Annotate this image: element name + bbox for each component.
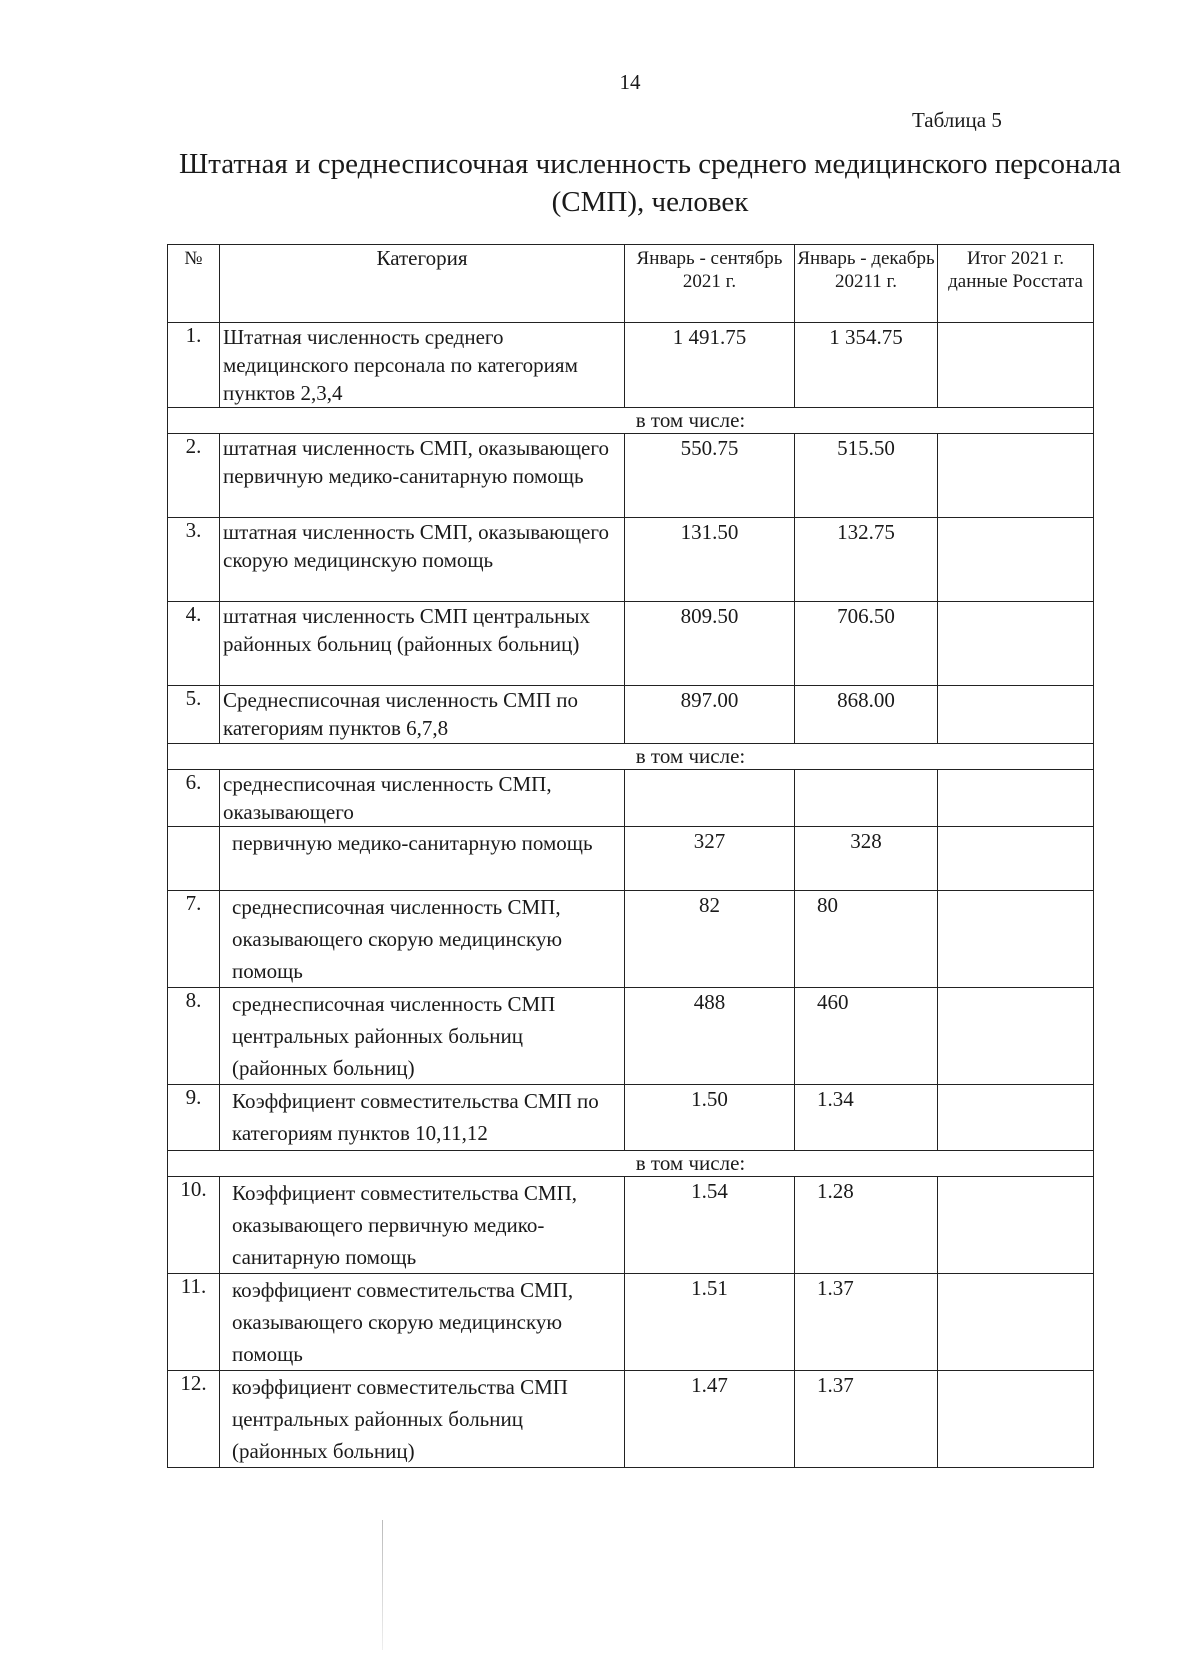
row-category: штатная численность СМП центральных районных больниц (районных больниц) — [220, 602, 625, 686]
row-num: 5. — [168, 686, 220, 744]
row-jan-dec: 460 — [795, 988, 938, 1085]
subheading-text: в том числе: — [635, 1151, 746, 1175]
row-total — [938, 1274, 1094, 1371]
table-row — [168, 518, 1094, 602]
row-jan-sep: 550.75 — [625, 434, 795, 518]
table-row — [168, 1085, 1094, 1151]
row-num — [168, 827, 220, 891]
row-jan-sep: 1.54 — [625, 1177, 795, 1274]
row-total — [938, 686, 1094, 744]
page-number: 14 — [619, 70, 641, 94]
table-row — [168, 602, 1094, 686]
row-total — [938, 434, 1094, 518]
row-jan-dec: 1 354.75 — [795, 323, 938, 408]
scan-artifact-line — [382, 1520, 383, 1650]
row-category: первичную медико-санитарную помощь — [220, 827, 625, 891]
row-num: 1. — [168, 323, 220, 408]
header-jan-sep: Январь - сентябрь 2021 г. — [625, 245, 795, 323]
subheading-row — [168, 408, 1094, 434]
row-num: 6. — [168, 770, 220, 827]
row-jan-sep — [625, 770, 795, 827]
table-row — [168, 988, 1094, 1085]
table-row — [168, 827, 1094, 891]
row-jan-dec: 1.34 — [795, 1085, 938, 1151]
row-total — [938, 891, 1094, 988]
row-jan-sep: 82 — [625, 891, 795, 988]
header-total-rosstat: Итог 2021 г. данные Росстата — [938, 245, 1094, 323]
row-num: 9. — [168, 1085, 220, 1151]
row-total — [938, 1085, 1094, 1151]
row-category: коэффициент совместительства СМП центральных районных больниц (районных больниц) — [220, 1371, 625, 1468]
table-row — [168, 891, 1094, 988]
row-num: 2. — [168, 434, 220, 518]
row-category: среднесписочная численность СМП, оказывающего — [220, 770, 625, 827]
row-total — [938, 323, 1094, 408]
table-row — [168, 1177, 1094, 1274]
row-jan-dec — [795, 770, 938, 827]
staffing-table — [167, 244, 1094, 1468]
row-jan-sep: 897.00 — [625, 686, 795, 744]
row-jan-dec: 868.00 — [795, 686, 938, 744]
subheading-row — [168, 744, 1094, 770]
row-category: коэффициент совместительства СМП, оказывающего скорую медицинскую помощь — [220, 1274, 625, 1371]
subheading-text: в том числе: — [635, 744, 746, 768]
subheading-row — [168, 1151, 1094, 1177]
row-jan-sep: 1.50 — [625, 1085, 795, 1151]
row-category: Коэффициент совместительства СМП по категориям пунктов 10,11,12 — [220, 1085, 625, 1151]
row-jan-sep: 327 — [625, 827, 795, 891]
row-jan-dec: 80 — [795, 891, 938, 988]
table-row — [168, 686, 1094, 744]
row-jan-sep: 488 — [625, 988, 795, 1085]
row-category: Штатная численность среднего медицинского персонала по категориям пунктов 2,3,4 — [220, 323, 625, 408]
row-jan-dec: 1.37 — [795, 1274, 938, 1371]
header-category: Категория — [220, 245, 625, 323]
row-total — [938, 827, 1094, 891]
row-total — [938, 1371, 1094, 1468]
table-row — [168, 1274, 1094, 1371]
row-category: среднесписочная численность СМП центральных районных больниц (районных больниц) — [220, 988, 625, 1085]
row-jan-sep: 131.50 — [625, 518, 795, 602]
row-total — [938, 770, 1094, 827]
row-total — [938, 1177, 1094, 1274]
row-jan-dec: 328 — [795, 827, 938, 891]
row-total — [938, 602, 1094, 686]
row-category: штатная численность СМП, оказывающего скорую медицинскую помощь — [220, 518, 625, 602]
row-jan-dec: 1.37 — [795, 1371, 938, 1468]
row-jan-sep: 1 491.75 — [625, 323, 795, 408]
table-row — [168, 1371, 1094, 1468]
row-category: среднесписочная численность СМП, оказывающего скорую медицинскую помощь — [220, 891, 625, 988]
row-num: 11. — [168, 1274, 220, 1371]
table-label: Таблица 5 — [912, 108, 1002, 132]
row-jan-sep: 1.47 — [625, 1371, 795, 1468]
header-jan-dec: Январь - декабрь 20211 г. — [795, 245, 938, 323]
row-jan-dec: 706.50 — [795, 602, 938, 686]
table-row — [168, 323, 1094, 408]
row-category: Среднесписочная численность СМП по категориям пунктов 6,7,8 — [220, 686, 625, 744]
row-jan-sep: 1.51 — [625, 1274, 795, 1371]
row-num: 7. — [168, 891, 220, 988]
row-category: штатная численность СМП, оказывающего первичную медико-санитарную помощь — [220, 434, 625, 518]
subheading-text: в том числе: — [635, 408, 746, 432]
row-num: 12. — [168, 1371, 220, 1468]
table-header-row — [168, 245, 1094, 323]
row-num: 8. — [168, 988, 220, 1085]
row-jan-dec: 132.75 — [795, 518, 938, 602]
row-category: Коэффициент совместительства СМП, оказывающего первичную медико-санитарную помощь — [220, 1177, 625, 1274]
row-num: 4. — [168, 602, 220, 686]
table-row — [168, 434, 1094, 518]
row-total — [938, 988, 1094, 1085]
row-num: 3. — [168, 518, 220, 602]
row-jan-sep: 809.50 — [625, 602, 795, 686]
row-num: 10. — [168, 1177, 220, 1274]
document-title: Штатная и среднесписочная численность среднего медицинского персонала (СМП), человек — [178, 148, 1122, 218]
row-jan-dec: 1.28 — [795, 1177, 938, 1274]
row-jan-dec: 515.50 — [795, 434, 938, 518]
row-total — [938, 518, 1094, 602]
header-num: № — [168, 245, 220, 323]
table-row — [168, 770, 1094, 827]
